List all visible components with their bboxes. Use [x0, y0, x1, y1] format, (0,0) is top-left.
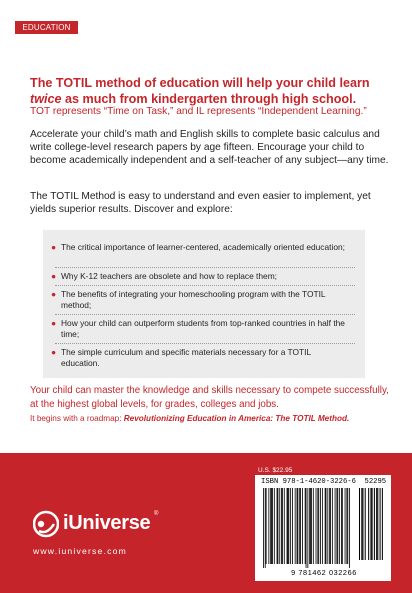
barcode-addon-bar: [382, 488, 383, 560]
barcode-bar: [305, 488, 306, 564]
price-label: U.S. $22.95: [258, 467, 293, 474]
barcode-bar: [325, 488, 326, 564]
publisher-website: www.iuniverse.com: [33, 546, 127, 556]
isbn-label: ISBN 978-1-4620-3226-6 52295: [261, 478, 387, 486]
subhead: TOT represents “Time on Task,” and IL represents “Independent Learning.”: [30, 106, 367, 117]
barcode-bar: [287, 488, 288, 564]
headline-line1: The TOTIL method of education will help your child learn: [30, 76, 370, 90]
barcode-bar: [346, 488, 347, 564]
barcode-bar: [317, 488, 318, 564]
barcode-bar: [349, 488, 350, 568]
barcode-addon-bar: [372, 488, 373, 560]
barcode-bar: [284, 488, 285, 564]
roadmap-prefix: It begins with a roadmap:: [30, 414, 124, 423]
barcode-bar: [265, 488, 266, 568]
list-item: ● The simple curriculum and specific materials necessary for a TOTIL education.: [51, 347, 311, 368]
barcode-bar: [272, 488, 273, 564]
barcode-bar: [339, 488, 340, 564]
method-paragraph: The TOTIL Method is easy to understand and even easier to implement, yet yields superior results. Discover and explore:: [30, 191, 371, 216]
barcode-bar: [266, 488, 267, 564]
barcode-addon-bar: [380, 488, 381, 560]
intro-paragraph: Accelerate your child’s math and English skills to complete basic calculus and write college-level research papers by age fifteen. Encourage your child to become academically independent and a self-teacher of any subject—any time.: [30, 129, 389, 167]
list-item: ● The benefits of integrating your homeschooling program with the TOTIL method;: [51, 289, 326, 310]
barcode-bar: [307, 488, 308, 568]
barcode-bar: [311, 488, 312, 564]
barcode-bar: [271, 488, 272, 564]
roadmap-line: [30, 413, 392, 425]
barcode-addon-bar: [377, 488, 378, 560]
barcode-bar: [302, 488, 303, 564]
barcode-bar: [326, 488, 327, 564]
barcode-bar: [295, 488, 296, 564]
barcode-addon-bar: [368, 488, 369, 560]
barcode-bar: [300, 488, 301, 564]
barcode-bar: [313, 488, 314, 564]
barcode-addon-bar: [376, 488, 377, 560]
barcode-bar: [336, 488, 337, 564]
barcode-bar: [327, 488, 328, 564]
barcode-bar: [329, 488, 330, 564]
barcode-addon-bar: [361, 488, 362, 560]
barcode-bar: [337, 488, 338, 564]
barcode-addon-bar: [374, 488, 375, 560]
barcode-bar: [268, 488, 269, 564]
barcode-addon-bar: [365, 488, 366, 560]
publisher-logo: [33, 510, 163, 540]
list-item: ● How your child can outperform students from top-ranked countries in half the time;: [51, 318, 345, 339]
barcode-bar: [270, 488, 271, 564]
barcode-bar: [310, 488, 311, 564]
closing-statement: Your child can master the knowledge and skills necessary to compete successfully, at the highest global levels, for grades, colleges and jobs.: [30, 385, 389, 410]
barcode-addon-bar: [362, 488, 363, 560]
barcode-bar: [279, 488, 280, 564]
bullet-dot-icon: ●: [51, 242, 57, 252]
headline-line2-rest: as much from kindergarten through high school.: [61, 92, 357, 106]
barcode-bar: [342, 488, 343, 564]
barcode-bar: [290, 488, 291, 564]
barcode-bar: [282, 488, 283, 564]
divider: [55, 343, 355, 344]
barcode-bar: [297, 488, 298, 564]
headline-emphasis: twice: [30, 92, 62, 106]
barcode-bar: [320, 488, 321, 564]
barcode-bar: [287, 488, 288, 564]
barcode-bar: [309, 488, 310, 564]
barcode-bar: [330, 488, 331, 564]
barcode-image: [263, 488, 385, 568]
headline-line2: [30, 91, 390, 107]
roadmap-title: Revolutionizing Education in America: The TOTIL Method.: [123, 414, 350, 423]
barcode-panel: [255, 475, 391, 581]
barcode-bar: [306, 488, 307, 568]
barcode-bar: [347, 488, 348, 564]
barcode-bar: [263, 488, 264, 568]
registered-mark: ®: [154, 511, 159, 517]
barcode-bar: [292, 488, 293, 564]
bullet-dot-icon: ●: [51, 347, 57, 357]
barcode-bar: [274, 488, 275, 564]
ean-number: 9 781462 032266: [291, 568, 357, 577]
category-tab: EDUCATION: [15, 21, 78, 34]
barcode-bar: [277, 488, 278, 564]
barcode-addon-bar: [370, 488, 371, 560]
bullet-list: [43, 230, 365, 378]
list-item: ● The critical importance of learner-centered, academically oriented education;: [51, 242, 345, 252]
iuniverse-logo-icon: [33, 510, 59, 538]
bullet-dot-icon: ●: [51, 289, 57, 299]
price-addon: 52295: [364, 478, 387, 486]
barcode-bar: [281, 488, 282, 564]
barcode-bar: [316, 488, 317, 564]
bullet-dot-icon: ●: [51, 318, 57, 328]
publisher-name: iUniverse: [63, 512, 151, 534]
divider: [55, 267, 355, 268]
barcode-bar: [335, 488, 336, 564]
headline: [30, 75, 390, 107]
barcode-bar: [332, 488, 333, 564]
barcode-bar: [341, 488, 342, 564]
barcode-bar: [318, 488, 319, 564]
divider: [55, 285, 355, 286]
barcode-bar: [278, 488, 279, 564]
barcode-bar: [322, 488, 323, 564]
barcode-bar: [345, 488, 346, 564]
barcode-bar: [299, 488, 300, 564]
divider: [55, 314, 355, 315]
barcode-addon-bar: [359, 488, 360, 560]
bullet-dot-icon: ●: [51, 271, 57, 281]
barcode-bar: [288, 488, 289, 564]
list-item: ● Why K-12 teachers are obsolete and how to replace them;: [51, 271, 278, 281]
barcode-bar: [297, 488, 298, 564]
